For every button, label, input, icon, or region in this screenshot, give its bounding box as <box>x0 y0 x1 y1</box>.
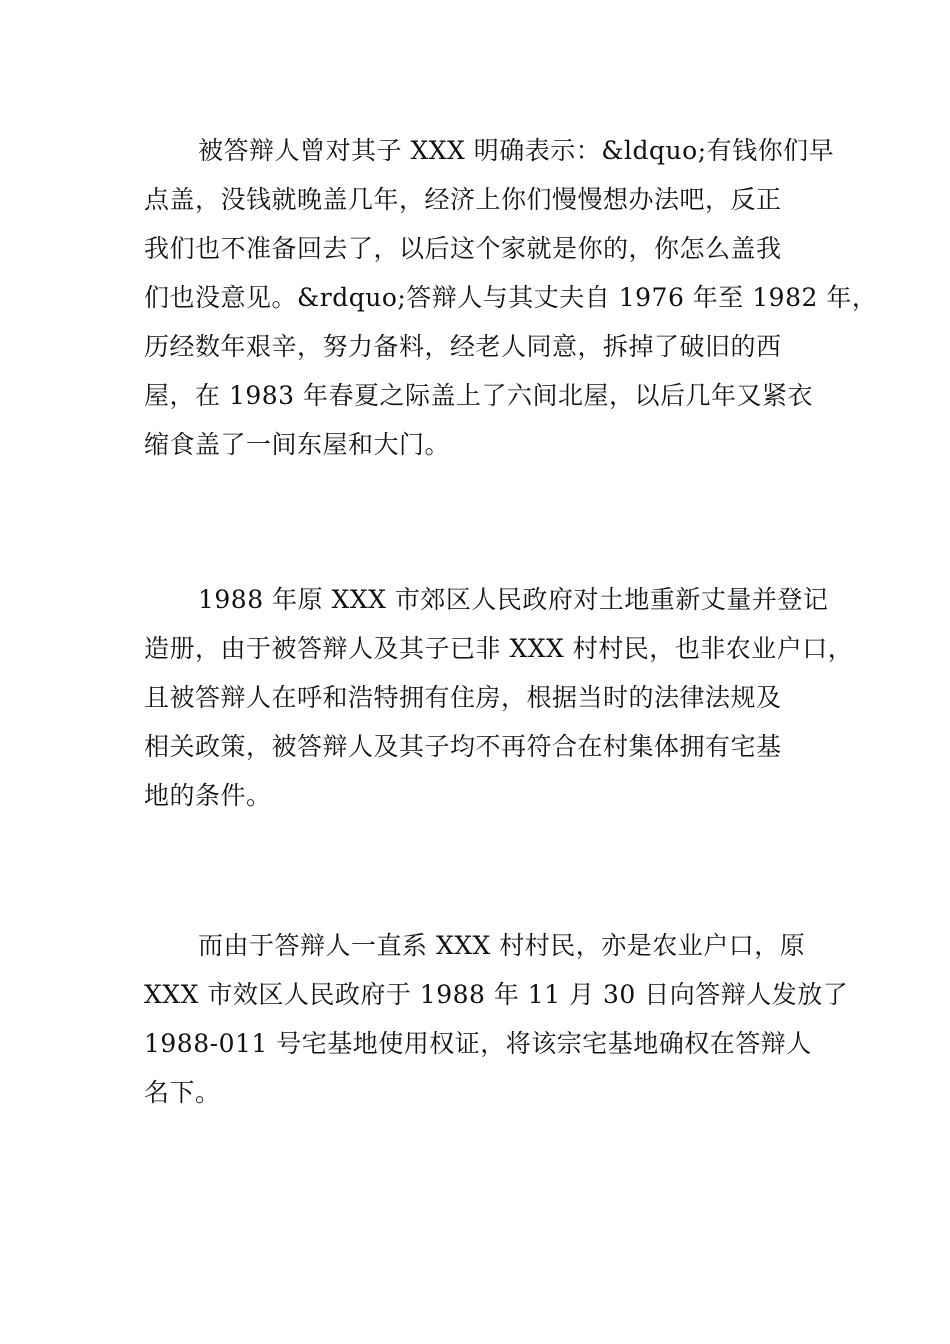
paragraph-line: 点盖，没钱就晚盖几年，经济上你们慢慢想办法吧，反正 <box>144 185 782 214</box>
paragraph-line: 缩食盖了一间东屋和大门。 <box>144 430 451 459</box>
paragraph-line: 我们也不准备回去了，以后这个家就是你的，你怎么盖我 <box>144 234 782 263</box>
paragraph-line: 历经数年艰辛，努力备料，经老人同意，拆掉了破旧的西 <box>144 332 782 361</box>
paragraph-line: 1988-011 号宅基地使用权证，将该宗宅基地确权在答辩人 <box>144 1029 812 1058</box>
paragraph-line: XXX 市效区人民政府于 1988 年 11 月 30 日向答辩人发放了 <box>144 980 849 1009</box>
paragraph-2 <box>144 575 854 820</box>
paragraph-line: 名下。 <box>144 1078 221 1107</box>
paragraph-1 <box>144 126 878 469</box>
paragraph-line: 地的条件。 <box>144 781 272 810</box>
paragraph-line: 相关政策，被答辩人及其子均不再符合在村集体拥有宅基 <box>144 732 782 761</box>
paragraph-line: 屋，在 1983 年春夏之际盖上了六间北屋，以后几年又紧衣 <box>144 381 814 410</box>
paragraph-line: 1988 年原 XXX 市郊区人民政府对土地重新丈量并登记 <box>198 585 829 614</box>
paragraph-line: 们也没意见。&rdquo;答辩人与其丈夫自 1976 年至 1982 年， <box>144 283 878 312</box>
paragraph-line: 且被答辩人在呼和浩特拥有住房，根据当时的法律法规及 <box>144 683 782 712</box>
paragraph-line: 造册，由于被答辩人及其子已非 XXX 村村民，也非农业户口， <box>144 634 854 663</box>
paragraph-line: 而由于答辩人一直系 XXX 村村民，亦是农业户口，原 <box>198 931 806 960</box>
paragraph-line: 被答辩人曾对其子 XXX 明确表示：&ldquo;有钱你们早 <box>198 136 835 165</box>
paragraph-3 <box>144 921 849 1117</box>
